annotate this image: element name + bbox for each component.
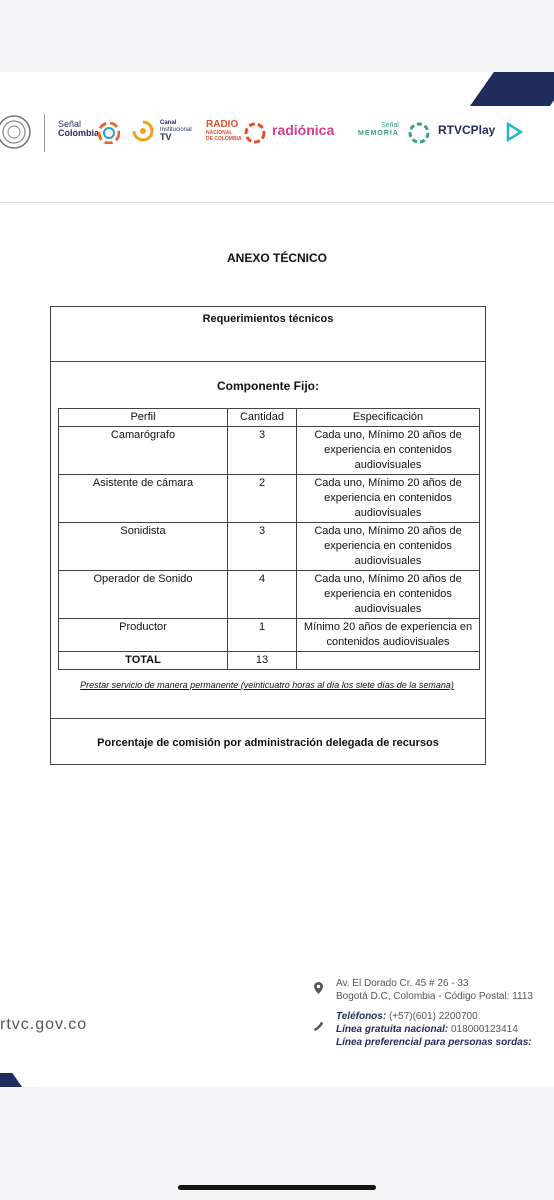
- canal-institucional-icon: [130, 118, 156, 144]
- table-total-row: [59, 652, 480, 670]
- cell-cantidad: 3: [228, 427, 297, 475]
- cell-perfil: Productor: [59, 619, 228, 652]
- divider: [51, 361, 485, 362]
- table-row: [59, 571, 480, 619]
- header-cantidad: Cantidad: [228, 409, 297, 427]
- free-line-value: 018000123414: [451, 1024, 518, 1035]
- component-heading: Componente Fijo:: [217, 379, 319, 393]
- service-note: Prestar servicio de manera permanente (veinticuatro horas al día los siete días de la semana): [80, 680, 454, 690]
- home-indicator[interactable]: [178, 1185, 376, 1190]
- address-line1: Av. El Dorado Cr. 45 # 26 - 33: [336, 978, 469, 989]
- table-row: [59, 475, 480, 523]
- cell-spec: Mínimo 20 años de experiencia en contenidos audiovisuales: [297, 619, 480, 652]
- cell-perfil: Camarógrafo: [59, 427, 228, 475]
- cell-perfil: Operador de Sonido: [59, 571, 228, 619]
- free-line-label: Línea gratuita nacional:: [336, 1024, 449, 1035]
- cell-perfil: Sonidista: [59, 523, 228, 571]
- national-seal-icon: [0, 112, 36, 152]
- cell-spec: Cada uno, Mínimo 20 años de experiencia en contenidos audiovisuales: [297, 427, 480, 475]
- header-especificacion: Especificación: [297, 409, 480, 427]
- contact-block: [336, 1010, 532, 1049]
- table-row: [59, 523, 480, 571]
- table-row: [59, 427, 480, 475]
- canal-institucional-logo: Canal Institucional TV: [160, 120, 192, 142]
- header-divider: [44, 114, 45, 152]
- radio-nacional-icon: [244, 122, 266, 144]
- corner-decoration: [0, 1073, 28, 1087]
- table-row: [59, 619, 480, 652]
- senal-colombia-icon: [98, 122, 120, 144]
- senal-colombia-logo: Señal Colombia: [58, 119, 100, 138]
- location-pin-icon: [314, 982, 323, 994]
- address-line2: Bogotá D.C, Colombia - Código Postal: 1113: [336, 991, 533, 1002]
- requirements-heading: Requerimientos técnicos: [202, 313, 334, 325]
- cell-spec: Cada uno, Mínimo 20 años de experiencia en contenidos audiovisuales: [297, 571, 480, 619]
- senal-memoria-logo: Señal MEMORIA: [358, 122, 399, 137]
- total-empty: [297, 652, 480, 670]
- rtvc-play-logo: RTVCPlay: [438, 123, 496, 137]
- cell-cantidad: 1: [228, 619, 297, 652]
- cell-spec: Cada uno, Mínimo 20 años de experiencia en contenidos audiovisuales: [297, 523, 480, 571]
- header-separator: [0, 202, 554, 203]
- commission-heading: Porcentaje de comisión por administración delegada de recursos: [97, 737, 439, 749]
- profile-table: [58, 408, 480, 670]
- logo-header: [0, 112, 554, 162]
- senal-memoria-icon: [408, 122, 430, 144]
- radionica-logo: radiónica: [272, 122, 335, 138]
- radio-nacional-logo: RADIO NACIONAL DE COLOMBIA: [206, 119, 242, 142]
- phone-icon: [314, 1022, 324, 1032]
- document-page: [0, 72, 554, 1087]
- cell-cantidad: 4: [228, 571, 297, 619]
- total-value: 13: [228, 652, 297, 670]
- requirements-box: [50, 306, 486, 765]
- cell-cantidad: 3: [228, 523, 297, 571]
- header-perfil: Perfil: [59, 409, 228, 427]
- divider: [51, 718, 485, 719]
- total-label: TOTAL: [59, 652, 228, 670]
- phone-value: (+57)(601) 2200700: [388, 1011, 478, 1022]
- deaf-line-label: Línea preferencial para personas sordas:: [336, 1037, 532, 1048]
- corner-decoration: [470, 72, 554, 106]
- table-header-row: [59, 409, 480, 427]
- address-block: [336, 977, 533, 1003]
- play-icon: [505, 122, 523, 142]
- website-url: rtvc.gov.co: [0, 1016, 88, 1033]
- cell-cantidad: 2: [228, 475, 297, 523]
- phone-label: Teléfonos:: [336, 1011, 387, 1022]
- cell-spec: Cada uno, Mínimo 20 años de experiencia en contenidos audiovisuales: [297, 475, 480, 523]
- document-title: ANEXO TÉCNICO: [226, 251, 327, 265]
- cell-perfil: Asistente de cámara: [59, 475, 228, 523]
